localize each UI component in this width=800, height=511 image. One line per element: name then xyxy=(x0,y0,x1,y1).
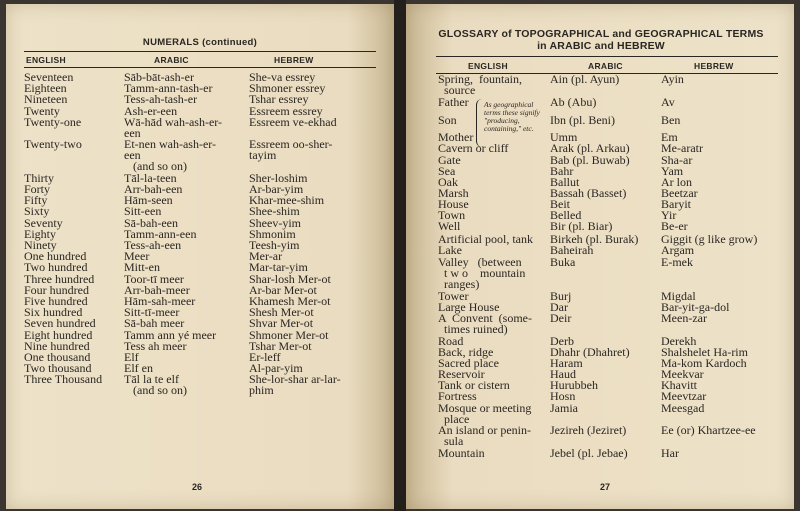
numeral-cell-arabic: Meer xyxy=(124,249,150,264)
glossary-cell-hebrew: E-mek xyxy=(661,255,693,269)
glossary-cell-english: Father xyxy=(438,95,469,109)
glossary-cell-arabic: Jezireh (Jeziret) xyxy=(550,423,627,437)
right-page-number: 27 xyxy=(600,482,611,492)
numeral-cell-hebrew: Shesh Mer-ot xyxy=(249,305,314,320)
right-col-english: ENGLISH xyxy=(468,61,508,71)
glossary-cell-hebrew: Derekh xyxy=(661,334,697,348)
numeral-cell-hebrew: Shar-losh Mer-ot xyxy=(249,271,331,286)
numeral-cell-english: Twenty-two xyxy=(24,137,82,152)
numeral-cell-english: Five hundred xyxy=(24,294,88,308)
numeral-cell-english: Six hundred xyxy=(24,305,83,320)
numeral-cell-arabic: Tess ah meer xyxy=(124,338,187,353)
numeral-cell-hebrew: Sher-loshim xyxy=(249,170,308,185)
numeral-cell-hebrew: Sheev-yim xyxy=(249,215,301,230)
numeral-cell-arabic: Sitt-een xyxy=(124,204,162,219)
glossary-cell-english: Town xyxy=(438,208,466,222)
numeral-cell-arabic: Ash-er-een xyxy=(124,103,178,118)
brace-note: As geographical terms these signify "producing, containing," etc. xyxy=(484,100,540,133)
numeral-cell-arabic: Arr-bah-een xyxy=(124,182,183,196)
glossary-cell-hebrew: Em xyxy=(661,130,678,144)
glossary-cell-hebrew: Bar-yit-ga-dol xyxy=(661,300,730,314)
numeral-cell-hebrew: Tshar Mer-ot xyxy=(249,338,312,353)
glossary-cell-arabic: Haud xyxy=(550,367,576,381)
glossary-cell-english: Sacred place xyxy=(438,356,499,370)
numeral-cell-english: Fifty xyxy=(24,193,48,208)
glossary-cell-english: Spring, fountain, source xyxy=(438,72,522,97)
glossary-cell-hebrew: Meen-zar xyxy=(661,311,707,325)
glossary-cell-arabic: Ain (pl. Ayun) xyxy=(550,72,620,86)
numeral-cell-hebrew: Mer-ar xyxy=(249,249,283,264)
glossary-cell-english: Mosque or meeting place xyxy=(438,401,532,426)
numeral-cell-english: Twenty-one xyxy=(24,114,82,129)
right-page xyxy=(406,4,794,509)
numeral-cell-hebrew: Ar-bar Mer-ot xyxy=(249,282,317,297)
glossary-cell-arabic: Bahr xyxy=(550,164,574,178)
glossary-cell-arabic: Hurubbeh xyxy=(550,378,598,392)
numeral-cell-arabic: Tamm-ann-tash-er xyxy=(124,81,213,96)
numeral-cell-english: Ninety xyxy=(24,238,57,252)
glossary-cell-english: An island or penin- sula xyxy=(438,423,531,448)
glossary-cell-english: A Convent (some- times ruined) xyxy=(438,311,532,336)
glossary-cell-arabic: Birkeh (pl. Burak) xyxy=(550,232,639,246)
glossary-cell-english: Mother xyxy=(438,130,474,144)
glossary-cell-arabic: Bab (pl. Buwab) xyxy=(550,153,630,167)
right-header-top-rule xyxy=(436,56,778,57)
glossary-cell-english: Valley (between t w o mountain ranges) xyxy=(438,255,526,291)
left-page-number: 26 xyxy=(192,482,203,492)
numeral-cell-hebrew: Teesh-yim xyxy=(249,238,300,252)
glossary-cell-arabic: Deir xyxy=(550,311,572,325)
glossary-cell-arabic: Burj xyxy=(550,289,572,303)
numeral-cell-arabic: Mitt-en xyxy=(124,260,160,275)
glossary-cell-arabic: Jamia xyxy=(550,401,578,415)
numeral-cell-hebrew: Shmoner essrey xyxy=(249,81,326,96)
left-page-title: NUMERALS (continued) xyxy=(142,37,258,48)
numeral-cell-hebrew: Mar-tar-yim xyxy=(249,260,308,275)
glossary-cell-hebrew: Yam xyxy=(661,164,684,178)
glossary-cell-arabic: Arak (pl. Arkau) xyxy=(550,141,630,155)
right-title-line-1: GLOSSARY of TOPOGRAPHICAL and GEOGRAPHICAL TERMS xyxy=(438,28,764,40)
glossary-cell-english: Lake xyxy=(438,243,462,257)
glossary-cell-english: Tower xyxy=(438,289,469,303)
numeral-cell-hebrew: Shmoner Mer-ot xyxy=(249,327,329,342)
glossary-cell-arabic: Ab (Abu) xyxy=(550,95,597,109)
glossary-cell-english: Mountain xyxy=(438,446,485,460)
glossary-cell-arabic: Beit xyxy=(550,197,570,211)
glossary-cell-english: Cavern or cliff xyxy=(438,141,509,155)
glossary-cell-english: Road xyxy=(438,334,464,348)
glossary-cell-english: Tank or cistern xyxy=(438,378,510,392)
numeral-cell-english: Seventy xyxy=(24,215,63,230)
numeral-cell-hebrew: Essreem essrey xyxy=(249,103,323,118)
numeral-cell-hebrew: Shmonim xyxy=(249,226,296,241)
glossary-cell-hebrew: Migdal xyxy=(661,289,696,303)
glossary-cell-english: Back, ridge xyxy=(438,345,494,359)
glossary-cell-hebrew: Ma-kom Kardoch xyxy=(661,356,747,370)
numeral-cell-arabic: Tamm-ann-een xyxy=(124,226,197,241)
numeral-cell-arabic: Wā-hād wah-ash-er- een xyxy=(124,114,223,140)
glossary-cell-arabic: Ballut xyxy=(550,175,580,189)
glossary-cell-english: House xyxy=(438,197,469,211)
glossary-cell-english: Reservoir xyxy=(438,367,485,381)
left-page xyxy=(6,4,394,509)
numeral-cell-english: Nine hundred xyxy=(24,338,90,353)
numeral-cell-arabic: Sā-bah-een xyxy=(124,215,178,230)
glossary-cell-hebrew: Baryit xyxy=(661,197,691,211)
numeral-cell-arabic: Toor-tī meer xyxy=(124,271,184,286)
glossary-cell-arabic: Umm xyxy=(550,130,578,144)
glossary-cell-hebrew: Har xyxy=(661,446,679,460)
numeral-cell-english: Three Thousand xyxy=(24,372,103,387)
numeral-cell-arabic: Sāb-bāt-ash-er xyxy=(124,70,194,84)
numeral-cell-hebrew: She-va essrey xyxy=(249,70,316,84)
glossary-cell-arabic: Baheirah xyxy=(550,243,594,257)
numeral-cell-english: Four hundred xyxy=(24,282,89,297)
glossary-cell-hebrew: Be-er xyxy=(661,219,688,233)
glossary-cell-hebrew: Sha-ar xyxy=(661,153,693,167)
glossary-cell-arabic: Belled xyxy=(550,208,582,222)
glossary-cell-arabic: Jebel (pl. Jebae) xyxy=(550,446,628,460)
numeral-cell-arabic: Et-nen wah-ash-er- een (and so on) xyxy=(124,137,217,174)
glossary-cell-hebrew: Av xyxy=(661,95,675,109)
glossary-cell-english: Son xyxy=(438,113,457,127)
book-gutter xyxy=(394,0,406,511)
numeral-cell-english: One hundred xyxy=(24,249,87,264)
glossary-cell-arabic: Haram xyxy=(550,356,583,370)
numeral-cell-arabic: Sitt-tī-meer xyxy=(124,305,180,320)
glossary-cell-hebrew: Ben xyxy=(661,113,681,127)
numeral-cell-arabic: Tamm ann yé meer xyxy=(124,327,217,342)
numeral-cell-english: Twenty xyxy=(24,103,60,118)
numeral-cell-arabic: Tāl-la-teen xyxy=(124,170,177,185)
glossary-cell-arabic: Buka xyxy=(550,255,576,269)
numeral-cell-arabic: Elf xyxy=(124,350,139,364)
numeral-cell-hebrew: Essreem oo-sher- tayim xyxy=(249,137,333,163)
numeral-cell-english: Three hundred xyxy=(24,271,95,286)
glossary-cell-hebrew: Ee (or) Khartzee-ee xyxy=(661,423,756,437)
glossary-cell-english: Artificial pool, tank xyxy=(438,232,533,246)
left-col-english: ENGLISH xyxy=(26,55,66,65)
numeral-cell-hebrew: Tshar essrey xyxy=(249,92,309,107)
numeral-cell-english: Two hundred xyxy=(24,260,88,275)
glossary-cell-hebrew: Giggit (g like grow) xyxy=(661,232,758,246)
numeral-cell-english: One thousand xyxy=(24,350,91,364)
glossary-cell-hebrew: Beetzar xyxy=(661,186,698,200)
glossary-cell-hebrew: Khavitt xyxy=(661,378,697,392)
glossary-cell-hebrew: Shalshelet Ha-rim xyxy=(661,345,748,359)
glossary-cell-hebrew: Ar lon xyxy=(661,175,692,189)
left-header-top-rule xyxy=(24,51,376,52)
numeral-cell-english: Two thousand xyxy=(24,361,92,376)
glossary-cell-arabic: Dhahr (Dhahret) xyxy=(550,345,630,359)
numeral-cell-english: Seventeen xyxy=(24,70,74,84)
glossary-cell-hebrew: Meevtzar xyxy=(661,389,707,403)
glossary-cell-arabic: Derb xyxy=(550,334,574,348)
glossary-cell-english: Well xyxy=(438,219,461,233)
numeral-cell-arabic: Sā-bah meer xyxy=(124,316,185,331)
glossary-cell-english: Marsh xyxy=(438,186,469,200)
numeral-cell-arabic: Tess-ah-een xyxy=(124,238,182,252)
numeral-cell-hebrew: Shvar Mer-ot xyxy=(249,316,314,331)
glossary-cell-hebrew: Argam xyxy=(661,243,695,257)
numeral-cell-hebrew: Khamesh Mer-ot xyxy=(249,294,331,308)
numeral-cell-hebrew: She-lor-shar ar-lar- phim xyxy=(249,372,341,398)
numeral-cell-arabic: Hām-seen xyxy=(124,193,173,208)
numeral-cell-arabic: Elf en xyxy=(124,361,153,376)
left-header-bottom-rule xyxy=(24,67,376,68)
glossary-cell-arabic: Ibn (pl. Beni) xyxy=(550,113,615,127)
glossary-cell-english: Large House xyxy=(438,300,500,314)
brace-mark xyxy=(476,99,483,147)
glossary-cell-hebrew: Meekvar xyxy=(661,367,704,381)
numeral-cell-english: Thirty xyxy=(24,170,54,185)
right-page-title xyxy=(416,28,786,52)
numeral-cell-english: Nineteen xyxy=(24,92,68,107)
numeral-cell-arabic: Arr-bah-meer xyxy=(124,282,190,297)
numeral-cell-english: Sixty xyxy=(24,204,50,219)
glossary-cell-english: Fortress xyxy=(438,389,477,403)
glossary-cell-english: Oak xyxy=(438,175,458,189)
numeral-cell-hebrew: Shee-shim xyxy=(249,204,300,219)
glossary-cell-arabic: Bassah (Basset) xyxy=(550,186,627,200)
numeral-cell-english: Eighty xyxy=(24,226,56,241)
glossary-cell-hebrew: Meesgad xyxy=(661,401,705,415)
numeral-cell-english: Seven hundred xyxy=(24,316,96,331)
glossary-cell-english: Gate xyxy=(438,153,461,167)
right-col-hebrew: HEBREW xyxy=(694,61,734,71)
numeral-cell-hebrew: Al-par-yim xyxy=(249,361,303,376)
right-title-line-2: in ARABIC and HEBREW xyxy=(537,40,665,52)
glossary-cell-arabic: Hosn xyxy=(550,389,576,403)
left-col-arabic: ARABIC xyxy=(154,55,189,65)
numeral-cell-hebrew: Er-leff xyxy=(249,350,281,364)
left-col-hebrew: HEBREW xyxy=(274,55,314,65)
numeral-cell-english: Forty xyxy=(24,182,51,196)
right-col-arabic: ARABIC xyxy=(588,61,623,71)
glossary-cell-hebrew: Yir xyxy=(661,208,677,222)
glossary-cell-hebrew: Me-aratr xyxy=(661,141,703,155)
numeral-cell-hebrew: Essreem ve-ekhad xyxy=(249,114,337,129)
numeral-cell-arabic: Tess-ah-tash-er xyxy=(124,92,198,107)
glossary-cell-arabic: Dar xyxy=(550,300,568,314)
numeral-cell-arabic: Tāl la te elf (and so on) xyxy=(124,372,187,398)
glossary-cell-hebrew: Ayin xyxy=(661,72,684,86)
glossary-cell-arabic: Bir (pl. Biar) xyxy=(550,219,613,233)
numeral-cell-hebrew: Khar-mee-shim xyxy=(249,193,325,208)
numeral-cell-english: Eight hundred xyxy=(24,327,93,342)
numeral-cell-arabic: Hām-sah-meer xyxy=(124,294,196,308)
numeral-cell-hebrew: Ar-bar-yim xyxy=(249,182,304,196)
glossary-cell-english: Sea xyxy=(438,164,456,178)
numeral-cell-english: Eighteen xyxy=(24,81,67,96)
